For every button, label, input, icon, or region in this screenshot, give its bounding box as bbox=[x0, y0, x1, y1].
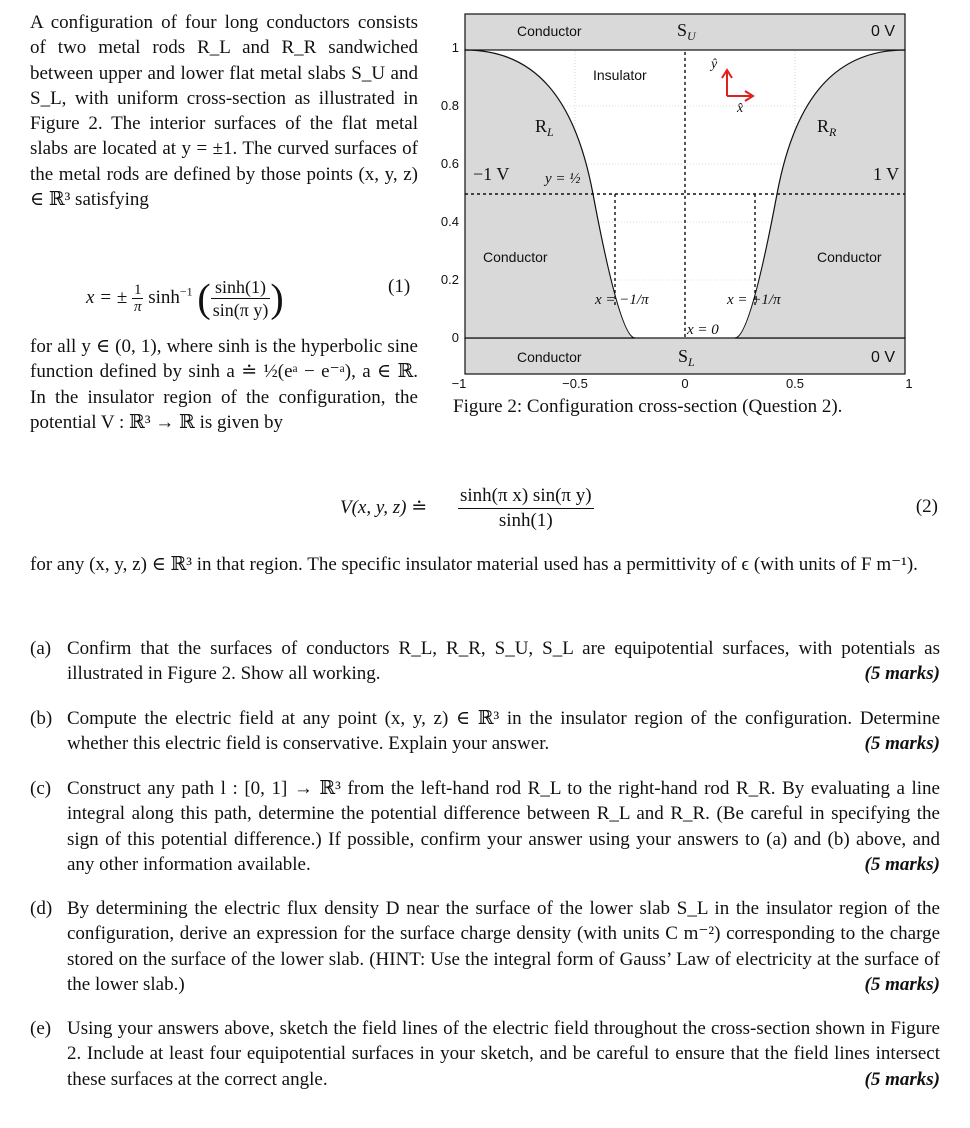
after-text: for any (x, y, z) ∈ ℝ³ in that region. The specific insulator material used has a permittivity of ϵ (with units of F m⁻¹). bbox=[30, 554, 918, 575]
equation-2-number: (2) bbox=[915, 496, 938, 517]
equation-1-frac-den: π bbox=[133, 299, 142, 315]
question-a-text: Confirm that the surfaces of conductors R_L, R_R, S_U, S_L are equipotential surfaces, with potentials as illustrated in Figure 2. Show all working. bbox=[67, 638, 940, 685]
y-tick-0-6: 0.6 bbox=[440, 156, 459, 171]
question-b-text: Compute the electric field at any point (x, y, z) ∈ ℝ³ in the insulator region of the configuration. Determine whether this electric field is conservative. Explain your answer. bbox=[67, 708, 940, 755]
label-x-zero: x = 0 bbox=[687, 322, 719, 338]
label-x-minus: x = −1/π bbox=[595, 292, 649, 308]
x-tick-minus-0-5: −0.5 bbox=[562, 376, 588, 391]
question-b-marks: (5 marks) bbox=[864, 733, 940, 755]
equation-2 bbox=[340, 480, 940, 540]
label-conductor-left: Conductor bbox=[483, 249, 548, 265]
label-conductor-top: Conductor bbox=[517, 23, 582, 39]
after-paragraph bbox=[30, 552, 940, 577]
equation-1-fn: sinh bbox=[148, 286, 180, 308]
label-sl: $S_L$ bbox=[678, 346, 695, 369]
label-rr: $R_R$ bbox=[817, 116, 837, 139]
label-zero-v-bottom: 0 V bbox=[871, 349, 896, 366]
y-tick-1: 1 bbox=[451, 40, 459, 55]
y-tick-0-8: 0.8 bbox=[440, 98, 459, 113]
y-tick-0-2: 0.2 bbox=[440, 272, 459, 287]
question-b bbox=[30, 706, 940, 757]
label-x-hat: x̂ bbox=[737, 101, 744, 116]
equation-2-fraction bbox=[458, 484, 594, 533]
equation-1-frac-num: 1 bbox=[132, 282, 144, 299]
question-b-label: (b) bbox=[30, 708, 53, 729]
question-c bbox=[30, 776, 940, 877]
question-d bbox=[30, 896, 940, 997]
question-c-label: (c) bbox=[30, 778, 52, 799]
label-conductor-right: Conductor bbox=[817, 249, 882, 265]
equation-1-lparen: ( bbox=[197, 275, 211, 321]
question-d-text: By determining the electric flux density D near the surface of the lower slab S_L in the insulator region of the configuration, derive an expression for the surface charge density (with units C m⁻²) corresponding to the charge stored on the surface of the lower slab. (HINT: Use the integral form of Gauss’ Law of electricity at the surface of the lower slab.) bbox=[67, 898, 940, 995]
equation-2-num: sinh(π x) sin(π y) bbox=[458, 484, 594, 509]
label-y-half: y = ½ bbox=[545, 171, 581, 187]
equation-2-den: sinh(1) bbox=[498, 510, 553, 531]
label-y-hat: ŷ bbox=[711, 57, 718, 72]
question-e-marks: (5 marks) bbox=[864, 1068, 940, 1090]
x-tick-1: 1 bbox=[905, 376, 913, 391]
label-minus-one-v: −1 V bbox=[473, 164, 510, 184]
question-a-marks: (5 marks) bbox=[864, 663, 940, 685]
x-tick-0-5: 0.5 bbox=[785, 376, 805, 391]
equation-1-inner-num: sinh(1) bbox=[211, 276, 271, 299]
continuation-paragraph bbox=[30, 334, 418, 435]
equation-1-body bbox=[86, 276, 284, 321]
equation-2-lhs: V(x, y, z) ≐ bbox=[340, 497, 428, 518]
y-tick-0-4: 0.4 bbox=[440, 214, 459, 229]
y-tick-0: 0 bbox=[451, 330, 459, 345]
figure-caption: Figure 2: Configuration cross-section (Question 2). bbox=[453, 396, 843, 417]
label-insulator: Insulator bbox=[593, 67, 647, 83]
label-rl: $R_L$ bbox=[535, 116, 554, 139]
equation-1-inner-den: sin(π y) bbox=[212, 300, 269, 320]
continuation-text: for all y ∈ (0, 1), where sinh is the hyperbolic sine function defined by sinh a ≐ ½(eᵃ − e⁻ᵃ), a ∈ ℝ. In the insulator region of the configuration, the potential V : ℝ³ → ℝ is given by bbox=[30, 336, 418, 433]
label-x-plus: x = +1/π bbox=[727, 292, 781, 308]
equation-1-sup: −1 bbox=[179, 284, 193, 299]
label-su: $S_U$ bbox=[677, 20, 696, 43]
question-a bbox=[30, 636, 940, 687]
equation-1 bbox=[30, 258, 418, 321]
question-a-label: (a) bbox=[30, 638, 52, 659]
question-e bbox=[30, 1016, 940, 1092]
equation-1-inner-fraction bbox=[211, 276, 271, 321]
equation-1-lhs: x = ± bbox=[86, 286, 128, 308]
question-e-label: (e) bbox=[30, 1018, 52, 1039]
x-tick-minus-1: −1 bbox=[451, 376, 467, 391]
question-d-marks: (5 marks) bbox=[864, 973, 940, 995]
equation-1-fraction bbox=[132, 282, 144, 315]
intro-text: A configuration of four long conductors consists of two metal rods R_L and R_R sandwiched between upper and lower flat metal slabs S_U and S_L, with uniform cross-section as illustrated in Figure 2. The interior surfaces of the flat metal slabs are located at y = ±1. The curved surfaces of the metal rods are defined by those points (x, y, z) ∈ ℝ³ satisfying bbox=[30, 12, 418, 211]
x-tick-0: 0 bbox=[681, 376, 689, 391]
question-c-text: Construct any path l : [0, 1] → ℝ³ from the left-hand rod R_L to the right-hand rod R_R. By evaluating a line integral along this path, determine the potential difference between R_L and R_R. (Be careful in specifying the sign of this potential difference.) If possible, confirm your answer using your answers to (a) and (b) above, and any other information available. bbox=[67, 778, 940, 875]
question-e-text: Using your answers above, sketch the field lines of the electric field throughout the cross-section shown in Figure 2. Include at least four equipotential surfaces in your sketch, and be careful to ensure that the field lines intersect these surfaces at the correct angle. bbox=[67, 1018, 940, 1090]
equation-1-rparen: ) bbox=[270, 275, 284, 321]
intro-paragraph bbox=[30, 10, 418, 212]
label-zero-v-top: 0 V bbox=[871, 23, 896, 40]
label-one-v: 1 V bbox=[873, 164, 900, 184]
figure-2 bbox=[425, 8, 945, 398]
label-conductor-bottom: Conductor bbox=[517, 349, 582, 365]
question-c-marks: (5 marks) bbox=[864, 853, 940, 875]
equation-1-number: (1) bbox=[388, 276, 411, 297]
question-d-label: (d) bbox=[30, 898, 53, 919]
